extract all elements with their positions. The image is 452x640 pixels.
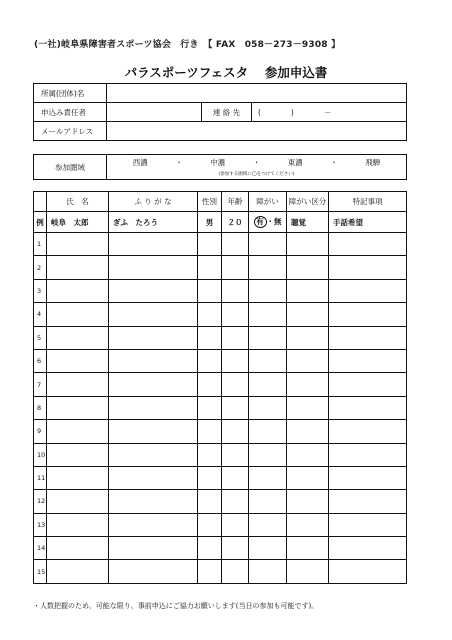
notes-cell[interactable] — [329, 349, 407, 372]
notes-cell[interactable] — [329, 373, 407, 396]
table-row — [34, 537, 407, 560]
area-note: (参加する圏域に◯をつけてください) — [218, 172, 295, 177]
sex-cell[interactable] — [198, 466, 222, 489]
participants-table — [33, 191, 407, 584]
kana-cell[interactable] — [109, 349, 198, 372]
col-header-age: 年齢 — [222, 192, 249, 212]
kana-cell[interactable] — [109, 443, 198, 466]
responsible-person-label: 申込み責任者 — [34, 103, 107, 122]
age-cell[interactable] — [222, 443, 249, 466]
age-cell[interactable] — [222, 326, 249, 349]
sex-cell[interactable] — [198, 560, 222, 583]
table-row — [34, 466, 407, 489]
name-cell[interactable] — [47, 513, 109, 536]
sex-cell[interactable] — [198, 443, 222, 466]
notes-cell[interactable] — [329, 303, 407, 326]
name-cell[interactable] — [47, 233, 109, 256]
name-cell[interactable] — [47, 537, 109, 560]
area-table — [33, 154, 407, 180]
row-number: 11 — [34, 466, 47, 489]
example-disability-no: 無 — [274, 217, 282, 226]
age-cell[interactable] — [222, 373, 249, 396]
table-row — [34, 443, 407, 466]
category-cell[interactable] — [287, 233, 329, 256]
sex-cell[interactable] — [198, 537, 222, 560]
kana-cell[interactable] — [109, 513, 198, 536]
notes-cell[interactable] — [329, 256, 407, 279]
kana-cell[interactable] — [109, 256, 198, 279]
table-row — [34, 373, 407, 396]
example-age: ２０ — [222, 212, 249, 233]
example-sex: 男 — [198, 212, 222, 233]
name-cell[interactable] — [47, 326, 109, 349]
area-option-hida[interactable]: 飛騨 — [365, 158, 381, 167]
name-cell[interactable] — [47, 466, 109, 489]
age-cell[interactable] — [222, 256, 249, 279]
kana-cell[interactable] — [109, 560, 198, 583]
name-cell[interactable] — [47, 256, 109, 279]
kana-cell[interactable] — [109, 466, 198, 489]
name-cell[interactable] — [47, 279, 109, 302]
area-option-seino[interactable]: 西濃 — [132, 158, 148, 167]
disability-cell[interactable] — [249, 443, 287, 466]
row-number: 9 — [34, 420, 47, 443]
kana-cell[interactable] — [109, 490, 198, 513]
area-label: 参加圏域 — [34, 155, 107, 180]
age-cell[interactable] — [222, 420, 249, 443]
notes-cell[interactable] — [329, 490, 407, 513]
age-cell[interactable] — [222, 303, 249, 326]
contact-label: 連 絡 先 — [202, 103, 252, 122]
row-number: 6 — [34, 349, 47, 372]
category-cell[interactable] — [287, 373, 329, 396]
name-cell[interactable] — [47, 490, 109, 513]
row-number: 12 — [34, 490, 47, 513]
area-separator: ・ — [175, 158, 183, 167]
age-cell[interactable] — [222, 537, 249, 560]
category-cell[interactable] — [287, 560, 329, 583]
col-header-notes: 特記事項 — [329, 192, 407, 212]
disability-cell[interactable] — [249, 233, 287, 256]
name-cell[interactable] — [47, 303, 109, 326]
row-number: 15 — [34, 560, 47, 583]
table-row — [34, 326, 407, 349]
name-cell[interactable] — [47, 443, 109, 466]
col-header-name: 氏 名 — [47, 192, 109, 212]
name-cell[interactable] — [47, 420, 109, 443]
row-number: 4 — [34, 303, 47, 326]
sex-cell[interactable] — [198, 279, 222, 302]
disability-cell[interactable] — [249, 396, 287, 419]
name-cell[interactable] — [47, 560, 109, 583]
sex-cell[interactable] — [198, 349, 222, 372]
disability-cell[interactable] — [249, 279, 287, 302]
row-number: 1 — [34, 233, 47, 256]
category-cell[interactable] — [287, 466, 329, 489]
disability-cell[interactable] — [249, 349, 287, 372]
area-separator: ・ — [330, 158, 338, 167]
disability-cell[interactable] — [249, 303, 287, 326]
table-row — [34, 396, 407, 419]
category-cell[interactable] — [287, 326, 329, 349]
name-cell[interactable] — [47, 396, 109, 419]
notes-cell[interactable] — [329, 537, 407, 560]
disability-cell[interactable] — [249, 537, 287, 560]
sex-cell[interactable] — [198, 513, 222, 536]
col-header-no — [34, 192, 47, 212]
disability-cell[interactable] — [249, 256, 287, 279]
area-option-chuno[interactable]: 中濃 — [210, 158, 226, 167]
example-row — [34, 212, 407, 233]
email-label: メールアドレス — [34, 122, 107, 141]
row-number: 13 — [34, 513, 47, 536]
example-category: 聴覚 — [287, 212, 329, 233]
sex-cell[interactable] — [198, 303, 222, 326]
age-cell[interactable] — [222, 233, 249, 256]
col-header-category: 障がい区分 — [287, 192, 329, 212]
col-header-disability: 障がい — [249, 192, 287, 212]
disability-cell[interactable] — [249, 326, 287, 349]
contact-field[interactable]: ( ) － — [252, 103, 407, 122]
kana-cell[interactable] — [109, 373, 198, 396]
notes-cell[interactable] — [329, 420, 407, 443]
email-field[interactable] — [107, 122, 407, 141]
col-header-sex: 性別 — [198, 192, 222, 212]
org-name-label: 所属(団体)名 — [34, 84, 107, 103]
table-header-row — [34, 192, 407, 212]
row-number: 8 — [34, 396, 47, 419]
area-options-cell[interactable] — [107, 155, 407, 180]
kana-cell[interactable] — [109, 303, 198, 326]
kana-cell[interactable] — [109, 279, 198, 302]
notes-cell[interactable] — [329, 233, 407, 256]
category-cell[interactable] — [287, 256, 329, 279]
sex-cell[interactable] — [198, 326, 222, 349]
age-cell[interactable] — [222, 513, 249, 536]
sex-cell[interactable] — [198, 256, 222, 279]
name-cell[interactable] — [47, 373, 109, 396]
table-row — [34, 513, 407, 536]
table-row — [34, 233, 407, 256]
notes-cell[interactable] — [329, 326, 407, 349]
row-number: 5 — [34, 326, 47, 349]
applicant-info-table — [33, 83, 407, 141]
col-header-kana: ふ り が な — [109, 192, 198, 212]
kana-cell[interactable] — [109, 233, 198, 256]
table-row — [34, 303, 407, 326]
table-row — [34, 490, 407, 513]
notes-cell[interactable] — [329, 466, 407, 489]
category-cell[interactable] — [287, 303, 329, 326]
disability-cell[interactable] — [249, 466, 287, 489]
table-row — [34, 560, 407, 583]
sex-cell[interactable] — [198, 233, 222, 256]
category-cell[interactable] — [287, 420, 329, 443]
kana-cell[interactable] — [109, 420, 198, 443]
age-cell[interactable] — [222, 279, 249, 302]
notes-cell[interactable] — [329, 443, 407, 466]
footer-note: ・人数把握のため、可能な限り、事前申込にご協力お願いします(当日の参加も可能です)。 — [33, 602, 319, 610]
area-option-tono[interactable]: 東濃 — [287, 158, 303, 167]
row-number: 14 — [34, 537, 47, 560]
sex-cell[interactable] — [198, 373, 222, 396]
disability-cell[interactable] — [249, 560, 287, 583]
category-cell[interactable] — [287, 443, 329, 466]
notes-cell[interactable] — [329, 560, 407, 583]
disability-cell[interactable] — [249, 420, 287, 443]
sex-cell[interactable] — [198, 490, 222, 513]
category-cell[interactable] — [287, 279, 329, 302]
notes-cell[interactable] — [329, 513, 407, 536]
table-row — [34, 420, 407, 443]
age-cell[interactable] — [222, 396, 249, 419]
name-cell[interactable] — [47, 349, 109, 372]
org-name-field[interactable] — [107, 84, 407, 103]
example-disability-yes-circled: 有 — [254, 216, 267, 228]
sex-cell[interactable] — [198, 396, 222, 419]
example-no: 例 — [34, 212, 47, 233]
category-cell[interactable] — [287, 396, 329, 419]
age-cell[interactable] — [222, 490, 249, 513]
example-disability — [249, 212, 287, 233]
example-kana: ぎふ たろう — [109, 212, 198, 233]
row-number: 7 — [34, 373, 47, 396]
sex-cell[interactable] — [198, 420, 222, 443]
kana-cell[interactable] — [109, 396, 198, 419]
age-cell[interactable] — [222, 560, 249, 583]
fax-header: (一社)岐阜県障害者スポーツ協会 行き 【 FAX 058－273－9308 】 — [34, 40, 341, 50]
kana-cell[interactable] — [109, 537, 198, 560]
category-cell[interactable] — [287, 490, 329, 513]
notes-cell[interactable] — [329, 396, 407, 419]
table-row — [34, 256, 407, 279]
category-cell[interactable] — [287, 513, 329, 536]
disability-cell[interactable] — [249, 513, 287, 536]
category-cell[interactable] — [287, 349, 329, 372]
example-disability-sep: ・ — [266, 217, 274, 226]
table-row — [34, 279, 407, 302]
age-cell[interactable] — [222, 349, 249, 372]
disability-cell[interactable] — [249, 490, 287, 513]
notes-cell[interactable] — [329, 279, 407, 302]
table-row — [34, 349, 407, 372]
example-name: 岐阜 太郎 — [47, 212, 109, 233]
disability-cell[interactable] — [249, 373, 287, 396]
category-cell[interactable] — [287, 537, 329, 560]
example-notes: 手話希望 — [329, 212, 407, 233]
row-number: 10 — [34, 443, 47, 466]
responsible-person-field[interactable] — [107, 103, 202, 122]
area-separator: ・ — [252, 158, 261, 167]
row-number: 3 — [34, 279, 47, 302]
age-cell[interactable] — [222, 466, 249, 489]
kana-cell[interactable] — [109, 326, 198, 349]
row-number: 2 — [34, 256, 47, 279]
page-title: パラスポーツフェスタ 参加申込書 — [124, 65, 328, 80]
